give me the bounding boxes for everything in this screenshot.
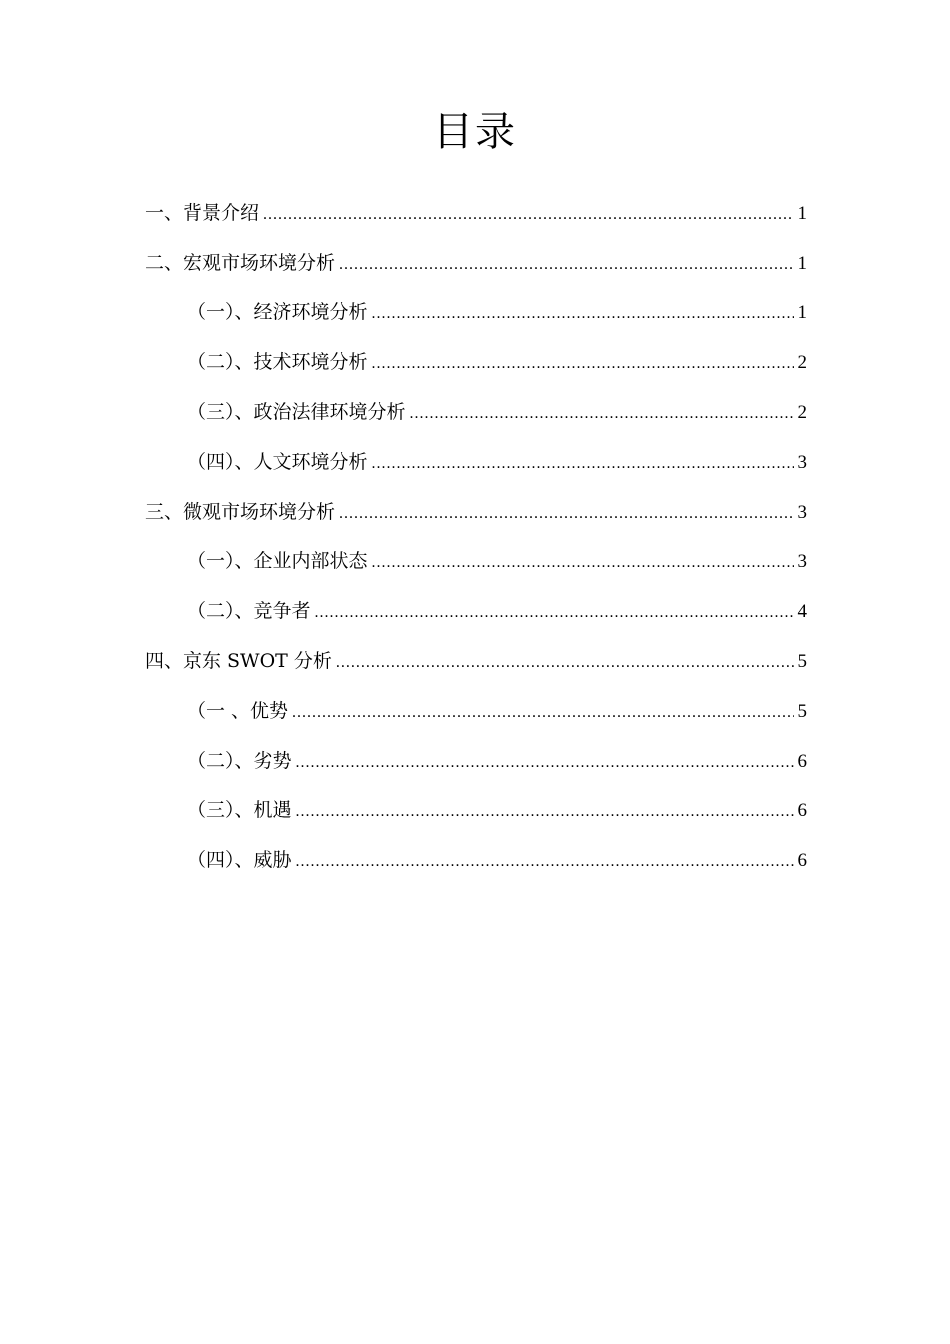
- toc-entry-label: （四）、威胁: [187, 849, 292, 871]
- toc-leader-dots: [410, 399, 794, 429]
- toc-leader-dots: [292, 698, 793, 728]
- toc-entry-page: 6: [797, 800, 807, 821]
- toc-entry-page: 1: [797, 302, 807, 323]
- toc-entry[interactable]: [187, 447, 807, 477]
- toc-leader-dots: [339, 499, 793, 529]
- toc-entry[interactable]: [187, 845, 807, 875]
- toc-entry-page: 5: [797, 651, 807, 672]
- toc-leader-dots: [296, 847, 794, 877]
- toc-entry-label: （二）、技术环境分析: [187, 351, 368, 373]
- toc-entry-label: （四）、人文环境分析: [187, 451, 368, 473]
- toc-entry-page: 6: [797, 751, 807, 772]
- toc-leader-dots: [372, 349, 794, 379]
- toc-leader-dots: [296, 748, 794, 778]
- toc-entry[interactable]: [187, 746, 807, 776]
- toc-entry[interactable]: [187, 546, 807, 576]
- toc-entry-label: （二）、劣势: [187, 750, 292, 772]
- toc-entry-page: 3: [797, 502, 807, 523]
- toc-leader-dots: [315, 598, 794, 628]
- toc-leader-dots: [372, 449, 794, 479]
- toc-entry[interactable]: [145, 646, 807, 676]
- toc-entry-page: 2: [797, 352, 807, 373]
- toc-entry-page: 2: [797, 402, 807, 423]
- toc-leader-dots: [372, 299, 794, 329]
- toc-entry[interactable]: [187, 297, 807, 327]
- toc-entry-page: 5: [797, 701, 807, 722]
- toc-entry-page: 4: [797, 601, 807, 622]
- toc-entry-label: 三、微观市场环境分析: [145, 501, 336, 523]
- toc-entry-label: 四、京东 SWOT 分析: [145, 650, 332, 672]
- toc-entry-page: 1: [797, 203, 807, 224]
- toc-leader-dots: [372, 548, 794, 578]
- toc-entry-label: 一、背景介绍: [145, 202, 260, 224]
- toc-entry[interactable]: [187, 795, 807, 825]
- toc-entry-label: （二）、竞争者: [187, 600, 311, 622]
- toc-entry[interactable]: [145, 497, 807, 527]
- toc-entry-page: 3: [797, 452, 807, 473]
- toc-entry[interactable]: [187, 696, 807, 726]
- toc-entry[interactable]: [145, 198, 807, 228]
- toc-entry-page: 3: [797, 551, 807, 572]
- toc-leader-dots: [336, 648, 794, 678]
- toc-leader-dots: [263, 200, 793, 230]
- toc-leader-dots: [296, 797, 794, 827]
- toc-entry-label: 二、宏观市场环境分析: [145, 252, 336, 274]
- toc-entry-page: 6: [797, 850, 807, 871]
- toc-entry-label: （一）、经济环境分析: [187, 301, 368, 323]
- toc-entry[interactable]: [145, 248, 807, 278]
- toc-entry[interactable]: [187, 397, 807, 427]
- toc-entry-label: （一 、优势: [187, 700, 289, 722]
- toc-entry-label: （三）、机遇: [187, 799, 292, 821]
- toc-entry-page: 1: [797, 253, 807, 274]
- toc-entry-label: （三）、政治法律环境分析: [187, 401, 406, 423]
- toc-leader-dots: [339, 250, 793, 280]
- toc-entry[interactable]: [187, 596, 807, 626]
- toc-entry-label: （一）、企业内部状态: [187, 550, 368, 572]
- toc-entry[interactable]: [187, 347, 807, 377]
- toc-title: 目录: [433, 109, 517, 155]
